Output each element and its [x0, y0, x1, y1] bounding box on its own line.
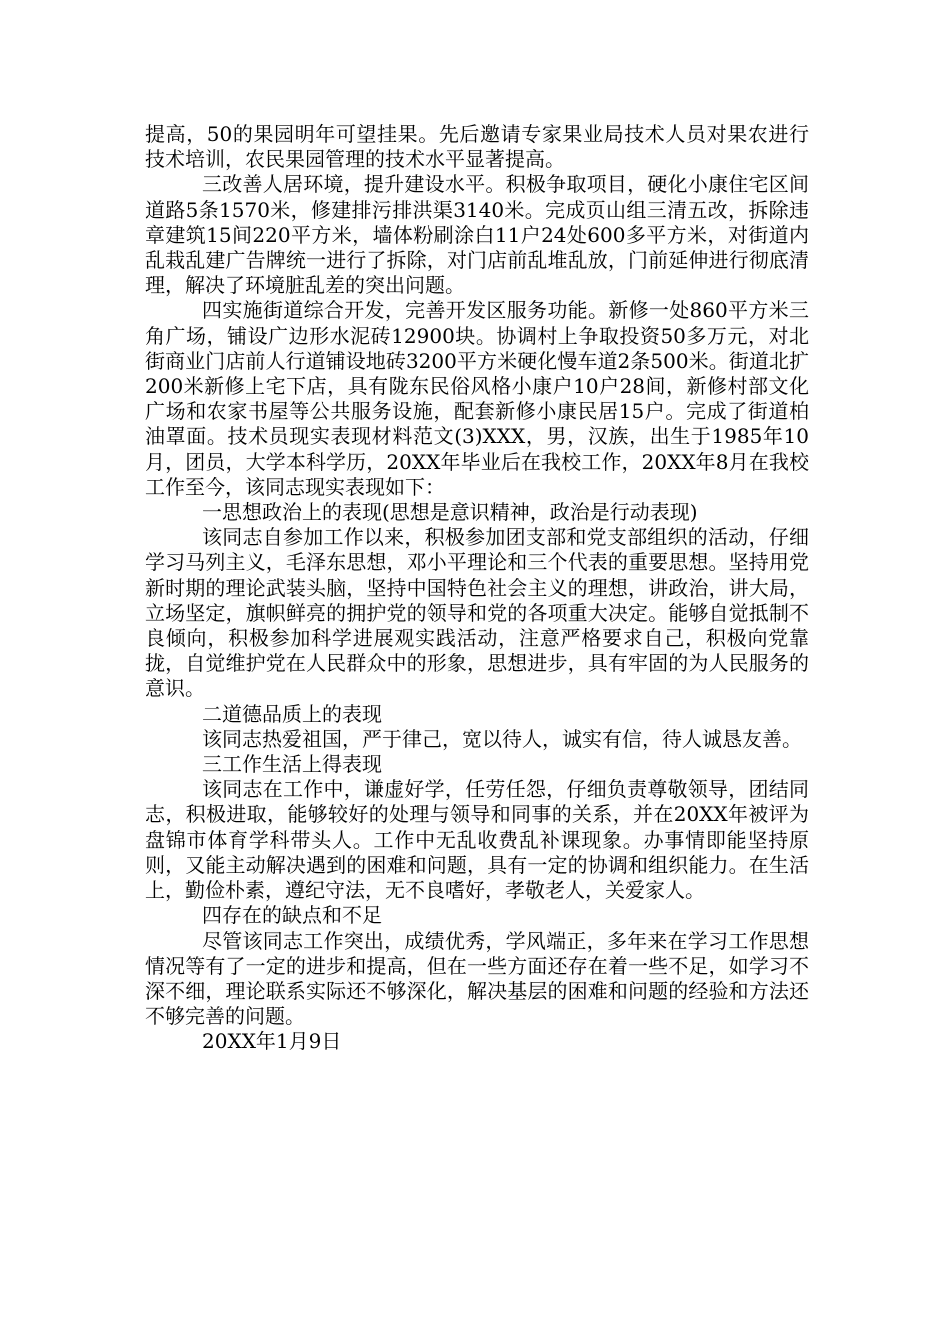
- paragraph-orchard-result: 提高，50的果园明年可望挂果。先后邀请专家果业局技术人员对果农进行技术培训，农民果园管理的技术水平显著提高。: [145, 122, 809, 172]
- heading-political-performance: 一思想政治上的表现(思想是意识精神，政治是行动表现): [202, 500, 698, 525]
- paragraph-moral-character: 该同志热爱祖国，严于律己，宽以待人，诚实有信，待人诚恳友善。: [202, 726, 802, 751]
- paragraph-living-environment: 三改善人居环境，提升建设水平。积极争取项目，硬化小康住宅区间道路5条1570米，修建排污排洪渠3140米。完成页山组三清五改，拆除违章建筑15间220平方米，墙体粉刷涂白11户24处600多平方米，对街道内乱栽乱建广告牌统一进行了拆除，对门店前乱堆乱放，门前延伸进行彻底清理，解决了环境脏乱差的突出问题。: [145, 172, 809, 298]
- document-date: 20XX年1月9日: [202, 1029, 342, 1054]
- paragraph-work-life: 该同志在工作中，谦虚好学，任劳任怨，仔细负责尊敬领导，团结同志，积极进取，能够较好的处理与领导和同事的关系，并在20XX年被评为盘锦市体育学科带头人。工作中无乱收费乱补课现象。办事情即能坚持原则，又能主动解决遇到的困难和问题，具有一定的协调和组织能力。在生活上，勤俭朴素，遵纪守法，无不良嗜好，孝敬老人，关爱家人。: [145, 777, 809, 903]
- document-body: [145, 122, 809, 1055]
- heading-shortcomings: 四存在的缺点和不足: [202, 903, 382, 928]
- heading-work-life: 三工作生活上得表现: [202, 752, 382, 777]
- paragraph-political-performance: 该同志自参加工作以来，积极参加团支部和党支部组织的活动，仔细学习马列主义，毛泽东思想，邓小平理论和三个代表的重要思想。坚持用党新时期的理论武装头脑，坚持中国特色社会主义的理想，讲政治，讲大局，立场坚定，旗帜鲜亮的拥护党的领导和党的各项重大决定。能够自觉抵制不良倾向，积极参加科学进展观实践活动，注意严格要求自己，积极向党靠拢，自觉维护党在人民群众中的形象，思想进步，具有牢固的为人民服务的意识。: [145, 525, 809, 701]
- paragraph-street-development: 四实施街道综合开发，完善开发区服务功能。新修一处860平方米三角广场，铺设广边形水泥砖12900块。协调村上争取投资50多万元，对北街商业门店前人行道铺设地砖3200平方米硬化慢车道2条500米。街道北扩200米新修上宅下店，具有陇东民俗风格小康户10户28间，新修村部文化广场和农家书屋等公共服务设施，配套新修小康民居15户。完成了街道柏油罩面。技术员现实表现材料范文(3)XXX，男，汉族，出生于1985年10月，团员，大学本科学历，20XX年毕业后在我校工作，20XX年8月在我校工作至今，该同志现实表现如下：: [145, 298, 809, 499]
- heading-moral-character: 二道德品质上的表现: [202, 701, 382, 726]
- paragraph-shortcomings: 尽管该同志工作突出，成绩优秀，学风端正，多年来在学习工作思想情况等有了一定的进步和提高，但在一些方面还存在着一些不足，如学习不深不细，理论联系实际还不够深化，解决基层的困难和问题的经验和方法还不够完善的问题。: [145, 928, 809, 1029]
